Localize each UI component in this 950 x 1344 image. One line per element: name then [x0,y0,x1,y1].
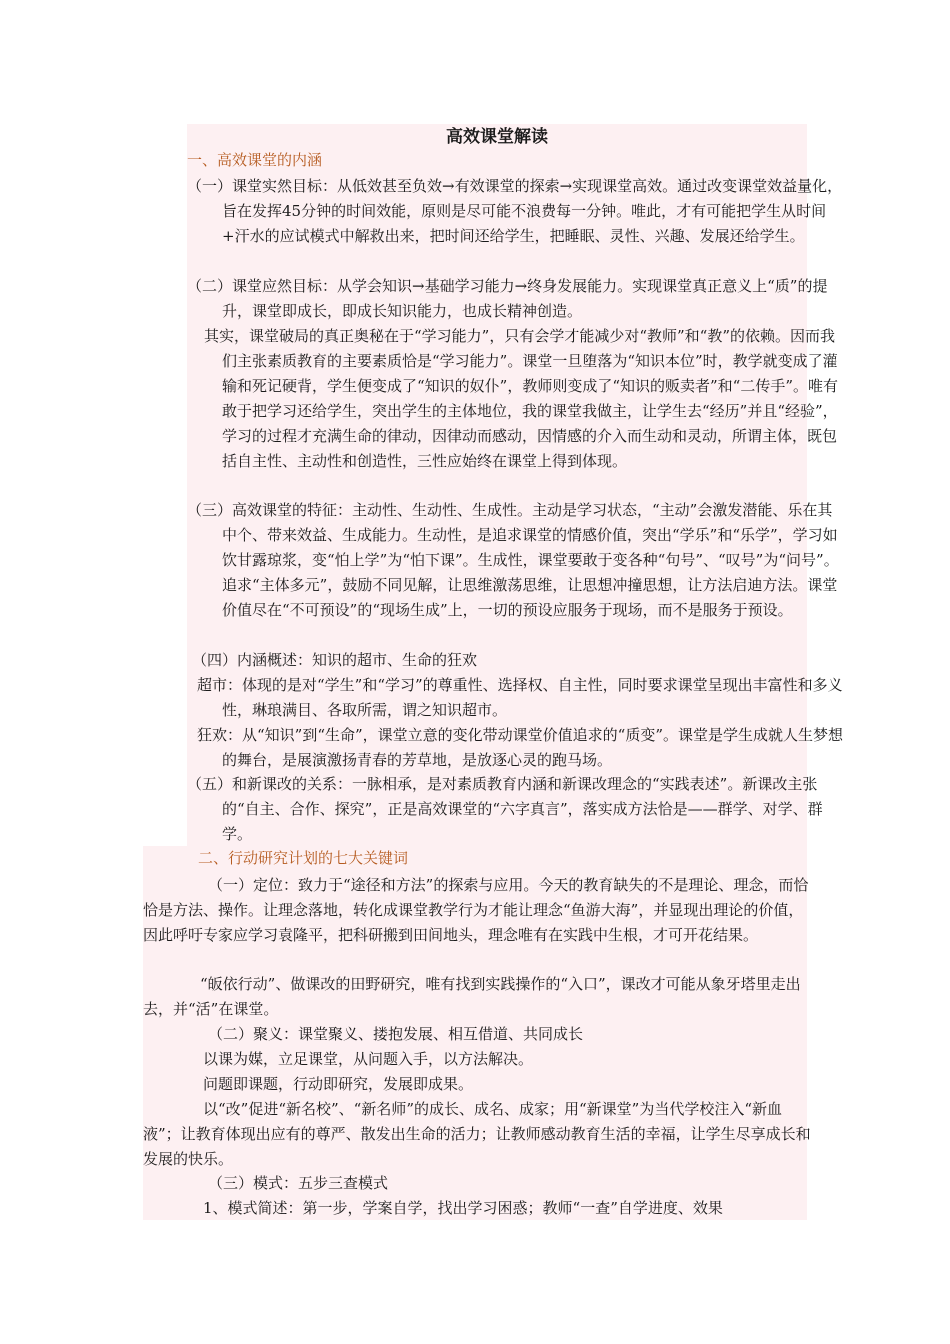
section2-paragraph: 问题即课题，行动即研究，发展即成果。 [203,1075,474,1093]
section2-paragraph: （一）定位：致力于“途径和方法”的探索与应用。今天的教育缺失的不是理论、理念，而恰恰是方法、操作。让理念落地，转化成课堂教学行为才能让理念“鱼游大海”，并显现出理论的价值，因此呼吁专家应学习袁隆平，把科研搬到田间地头，理念唯有在实践中生根，才可开花结果。 [143,876,809,944]
section2-paragraph: “皈依行动”、做课改的田野研究，唯有找到实践操作的“入口”，课改才可能从象牙塔里走出去，并“活”在课堂。 [143,975,801,1018]
section2-paragraph: 1、模式简述：第一步，学案自学，找出学习困惑；教师“一查”自学进度、效果 [203,1199,723,1217]
section1-paragraph: 狂欢：从“知识”到“生命”，课堂立意的变化带动课堂价值追求的“质变”。课堂是学生成就人生梦想的舞台，是展演激扬青春的芳草地，是放逐心灵的跑马场。 [197,726,844,769]
section2-paragraph: 以课为媒，立足课堂，从问题入手，以方法解决。 [203,1050,534,1068]
section1-paragraph: （三）高效课堂的特征：主动性、生动性、生成性。主动是学习状态，“主动”会激发潜能、乐在其中个、带来效益、生成能力。生动性，是追求课堂的情感价值，突出“学乐”和“乐学”，学习如饮甘露琼浆，变“怕上学”为“怕下课”。生成性，课堂要敢于变各种“句号”、“叹号”为“问号”。追求“主体多元”，鼓励不同见解，让思维激荡思维，让思想冲撞思想，让方法启迪方法。课堂价值尽在“不可预设”的“现场生成”上，一切的预设应服务于现场，而不是服务于预设。 [187,501,839,619]
section1-paragraph: （一）课堂实然目标：从低效甚至负效→有效课堂的探索→实现课堂高效。通过改变课堂效益量化，旨在发挥45分钟的时间效能，原则是尽可能不浪费每一分钟。唯此，才有可能把学生从时间+汗水的应试模式中解救出来，把时间还给学生，把睡眠、灵性、兴趣、发展还给学生。 [187,177,843,245]
section1-heading: 一、高效课堂的内涵 [187,151,323,169]
section1-paragraph: 超市：体现的是对“学生”和“学习”的尊重性、选择权、自主性，同时要求课堂呈现出丰富性和多义性，琳琅满目、各取所需，谓之知识超市。 [197,676,843,719]
section2-heading: 二、行动研究计划的七大关键词 [198,849,409,867]
page-title: 高效课堂解读 [446,127,548,147]
section2-paragraph: （三）模式：五步三查模式 [208,1174,389,1192]
section1-paragraph: （二）课堂应然目标：从学会知识→基础学习能力→终身发展能力。实现课堂真正意义上“质”的提升，课堂即成长，即成长知识能力，也成长精神创造。 [187,277,828,320]
section1-paragraph: （五）和新课改的关系：一脉相承，是对素质教育内涵和新课改理念的“实践表述”。新课改主张的“自主、合作、探究”，正是高效课堂的“六字真言”，落实成方法恰是——群学、对学、群学。 [187,775,823,843]
section1-paragraph: 其实，课堂破局的真正奥秘在于“学习能力”，只有会学才能减少对“教师”和“教”的依赖。因而我们主张素质教育的主要素质恰是“学习能力”。课堂一旦堕落为“知识本位”时，教学就变成了灌输和死记硬背，学生便变成了“知识的奴仆”，教师则变成了“知识的贩卖者”和“二传手”。唯有敢于把学习还给学生，突出学生的主体地位，我的课堂我做主，让学生去“经历”并且“经验”，学习的过程才充满生命的律动，因律动而感动，因情感的介入而生动和灵动，所谓主体，既包括自主性、主动性和创造性，三性应始终在课堂上得到体现。 [204,327,839,470]
section2-paragraph: 以“改”促进“新名校”、“新名师”的成长、成名、成家；用“新课堂”为当代学校注入“新血液”；让教育体现出应有的尊严、散发出生命的活力；让教师感动教育生活的幸福，让学生尽享成长和发展的快乐。 [143,1100,811,1168]
section1-paragraph: （四）内涵概述：知识的超市、生命的狂欢 [192,651,478,669]
section2-paragraph: （二）聚义：课堂聚义、搂抱发展、相互借道、共同成长 [208,1025,584,1043]
